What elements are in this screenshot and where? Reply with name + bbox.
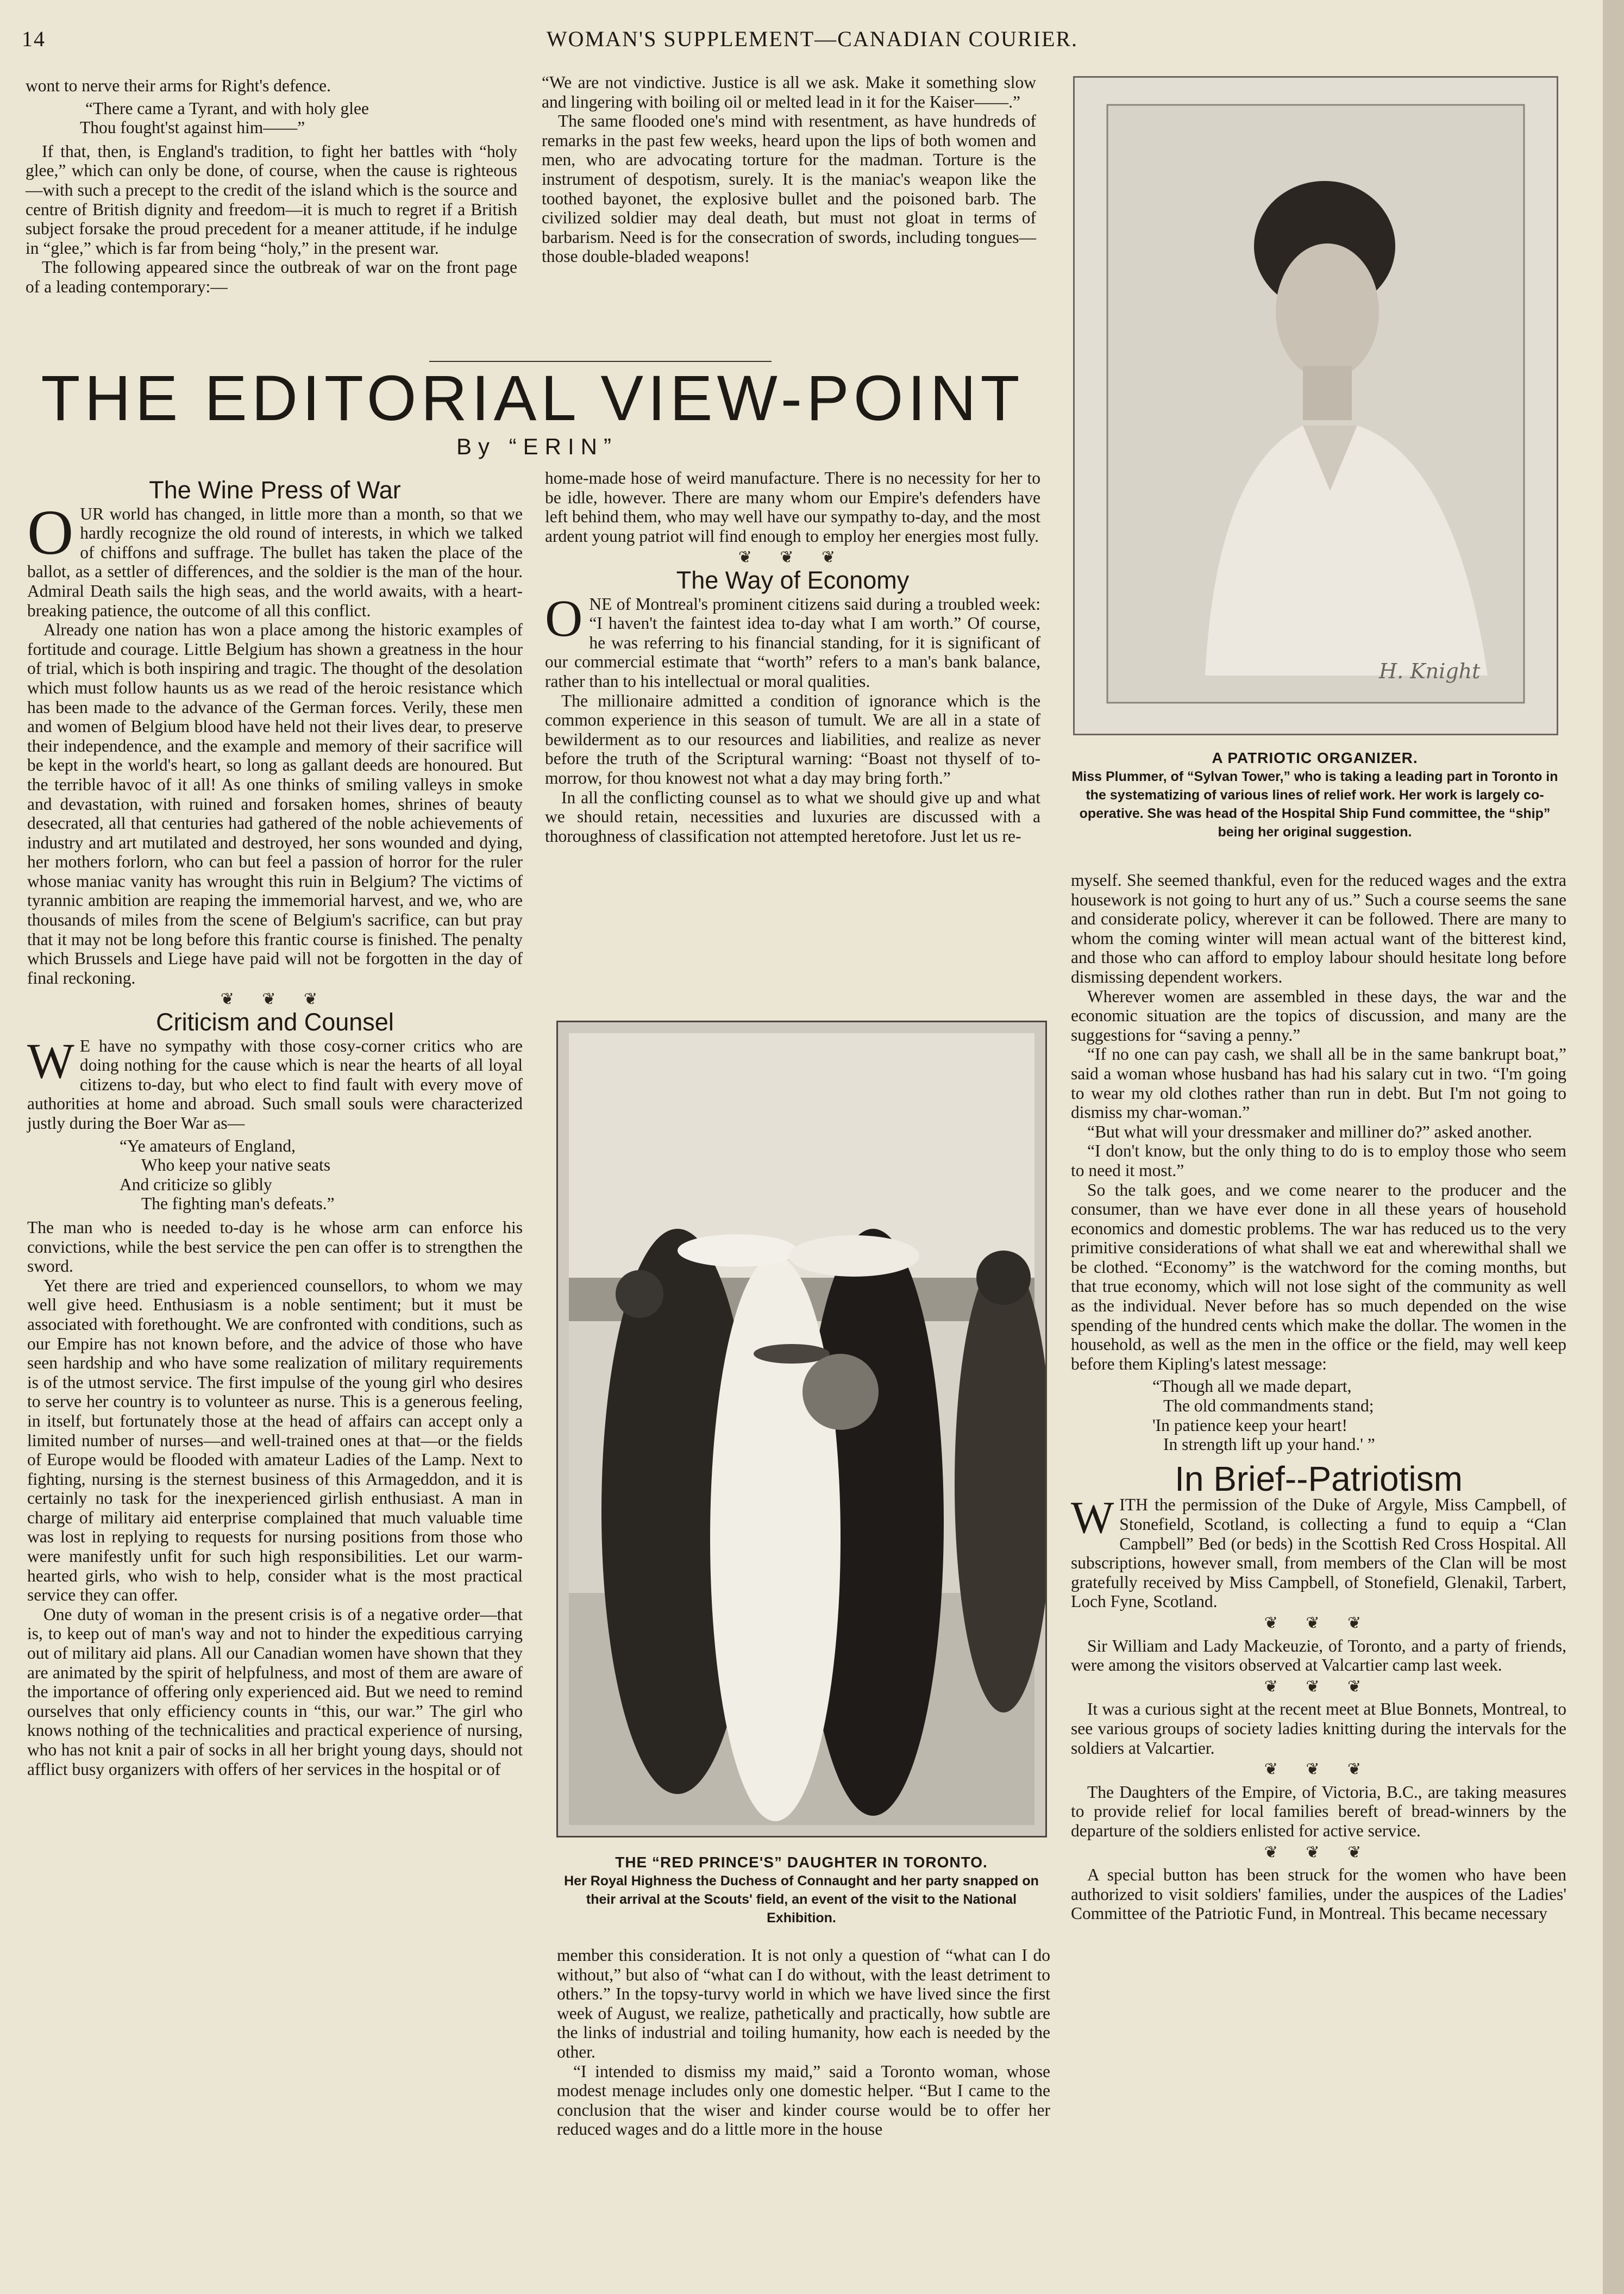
section-paragraph: A special button has been struck for the women who have been authorized to visit soldiers' families, under the auspices of the Ladies' Committee of the Patriotic Fund, in Montreal. This became necessary — [1071, 1865, 1566, 1923]
drop-cap: O — [545, 589, 583, 647]
section-paragraph: One duty of woman in the present crisis is of a negative order—that is, to keep out of man's way and not to hinder the expeditious carrying out of military aid plans. All our Canadian women have shown that they are animated by the spirit of helpfulness, and most of them are aware of the importance of offering only experienced aid. But we need to remind ourselves that only efficiency counts in “this, our war.” The girl who knows nothing of the technicalities and practical experience of nursing, who has not knit a pair of socks in all her bright young days, should not afflict busy organizers with offers of her services in the hospital or of — [27, 1604, 523, 1779]
section-paragraph: In all the conflicting counsel as to what we should give up and what we should retain, necessities and luxuries are discussed with a thoroughness of classification not attempted heretofore. Just let us re- — [545, 787, 1040, 846]
verse-line: “There came a Tyrant, and with holy glee — [85, 98, 369, 118]
section-ornament: ❦ ❦ ❦ — [1264, 1614, 1374, 1632]
section-paragraph — [27, 496, 523, 621]
verse-line: The fighting man's defeats.” — [141, 1194, 335, 1214]
section-paragraph: The man who is needed to-day is he whose arm can enforce his convictions, while the best service the pen can offer is to strengthen the sword. — [27, 1217, 523, 1276]
verse-line: Thou fought'st against him——” — [80, 118, 305, 137]
photo-signature: H. Knight — [1379, 659, 1481, 683]
section-heading: Criticism and Counsel — [156, 1008, 394, 1036]
top-middle-paragraph: “We are not vindictive. Justice is all we ask. Make it something slow and lingering with boiling oil or melted lead in it for the Kaiser——.” — [542, 73, 1036, 111]
drop-cap: W — [1071, 1492, 1114, 1543]
drop-cap: W — [27, 1033, 74, 1089]
section-ornament: ❦ ❦ ❦ — [738, 548, 848, 567]
verse-line: The old commandments stand; — [1163, 1396, 1374, 1416]
top-middle-column — [542, 73, 1036, 266]
section-paragraph: Yet there are tried and experienced counsellors, to whom we may well give heed. Enthusiasm is a noble sentiment; but it must be associated with forethought. We are confronted with conditions, such as our Empire has not known before, and the advice of those who have seen hardship and who have some realization of military requirements is of the utmost service. The first impulse of the young girl who desires to serve her country is to volunteer as nurse. This is a generous feeling, in itself, but fortunately those at the head of affairs can accept only a limited number of nurses—and well-trained ones at that—or the fields of Europe would be flooded with amateur Ladies of the Lamp. Next to fighting, nursing is the sternest business of this Armageddon, and it is certainly no task for the inexperienced girlish enthusiast. A man in charge of military aid enterprise complained that much valuable time was lost in replying to requests for nursing positions from those who were manifestly unfit for such high responsibilities. Let our warm-hearted girls, who wish to help, consider what is the most practical service they can offer. — [27, 1276, 523, 1605]
section-heading: In Brief--Patriotism — [1175, 1459, 1463, 1498]
section-ornament: ❦ ❦ ❦ — [1264, 1760, 1374, 1779]
top-middle-paragraph: The same flooded one's mind with resentment, as have hundreds of remarks in the past few weeks, heard upon the lips of both women and men, who are advocating torture for the madman. Torture is the instrument of despotism, surely. It is the maniac's weapon like the toothed bayonet, the explosive bullet and the poisoned barb. The civilized soldier may deal death, but must not gloat in terms of barbarism. Need is for the consecration of swords, including tongues—those double-bladed weapons! — [542, 111, 1036, 266]
top-left-verse — [80, 98, 517, 137]
column-3 — [1071, 871, 1566, 1923]
verse-line: In strength lift up your hand.' ” — [1163, 1435, 1375, 1454]
verse-line: Who keep your native seats — [141, 1155, 331, 1175]
section-paragraph: Wherever women are assembled in these days, the war and the economic situation are the topics of discussion, and many are the suggestions for “saving a penny.” — [1071, 986, 1566, 1045]
section-ornament: ❦ ❦ ❦ — [1264, 1677, 1374, 1696]
paragraph-text: UR world has changed, in little more than a month, so that we hardly recognize the old round of interests, in which we talked of chiffons and suffrage. The bullet has taken the place of the ballot, as a settler of differences, and the soldier is the man of the hour. Admiral Death sails the high seas, and the world awaits, with a heart-breaking patience, the outcome of all this conflict. — [27, 504, 523, 620]
verse-line: And criticize so glibly — [120, 1174, 272, 1194]
section-paragraph: member this consideration. It is not only a question of “what can I do without,” but also of “what can I do without, with the least detriment to others.” In the topsy-turvy world in which we have lived since the first week of August, we realize, pathetically and practically, how subtle are the links of industrial and toiling humanity, how each is needed by the other. — [557, 1946, 1050, 2061]
section-paragraph: It was a curious sight at the recent meet at Blue Bonnets, Montreal, to see various groups of society ladies knitting during the intervals for the soldiers at Valcartier. — [1071, 1699, 1566, 1758]
paragraph-text: NE of Montreal's prominent citizens said during a troubled week: “I haven't the faintest idea to-day what I am worth.” Of course, he was referring to his financial standing, for it is significant of our commercial estimate that “worth” refers to a man's bank balance, rather than to his intellectual or moral qualities. — [545, 594, 1040, 691]
verse-line: “Ye amateurs of England, — [120, 1136, 296, 1155]
column-2-upper — [545, 468, 1040, 846]
section-paragraph: So the talk goes, and we come nearer to the producer and the consumer, than we have ever done in all these years of household economics and domestic problems. The war has reduced us to the very primitive considerations of what shall we eat and wherewithal shall we be clothed. “Economy” is the watchword for the coming months, but that true economy, which will not lose sight of the community as well as the individual. Never before has so much depended on the wise spending of the hundred cents which make the dollar. The women in the household, as well as the men in the office or the field, may well keep before them Kipling's latest message: — [1071, 1180, 1566, 1373]
section-paragraph: “I don't know, but the only thing to do is to employ those who seem to need it most.” — [1071, 1141, 1566, 1180]
top-left-lead: wont to nerve their arms for Right's defence. — [26, 76, 331, 95]
caption-text: Miss Plummer, of “Sylvan Tower,” who is taking a leading part in Toronto in the systematizing of various lines of relief work. Her work is largely co-operative. She was head of the Hospital Ship Fund committee, the “ship” being her original suggestion. — [1071, 769, 1558, 840]
duchess-photo-image — [558, 1022, 1045, 1836]
plummer-photo-image — [1075, 78, 1557, 734]
paragraph-text: ITH the permission of the Duke of Argyle, Miss Campbell, of Stonefield, Scotland, is collecting a fund to equip a “Clan Campbell” Bed (or beds) in the Scottish Red Cross Hospital. All subscriptions, however small, from members of the Clan will be most gratefully received by Miss Campbell, of Stonefield, Glenakil, Tarbert, Loch Fyne, Scotland. — [1071, 1495, 1566, 1611]
section-paragraph: “If no one can pay cash, we shall all be in the same bankrupt boat,” said a woman whose husband has had his salary cut in two. “I'm going to wear my old clothes rather than run in debt. But I'm not going to dismiss my char-woman.” — [1071, 1045, 1566, 1122]
page-number: 14 — [22, 27, 46, 51]
column-1 — [27, 477, 523, 1779]
byline: By “ERIN” — [456, 434, 618, 459]
column-1-verse — [120, 1136, 523, 1214]
duchess-photo — [556, 1021, 1047, 1837]
section-paragraph: The Daughters of the Empire, of Victoria, B.C., are taking measures to provide relief for local families bereft of bread-winners by the departure of the soldiers enlisted for active service. — [1071, 1782, 1566, 1840]
section-paragraph — [27, 1033, 523, 1133]
section-heading: The Way of Economy — [676, 566, 910, 594]
column-2-lower — [557, 1946, 1050, 2139]
plummer-photo — [1073, 76, 1558, 735]
column-3-verse — [1152, 1377, 1566, 1454]
top-left-paragraph: If that, then, is England's tradition, to fight her battles with “holy glee,” which can only be done, of course, when the cause is righteous—with such a precept to the credit of the island which is the source and centre of British dignity and freedom—it is much to regret if a British subject forsake the proud precedent for a meaner attitude, if he indulge in “glee,” which is far from being “holy,” in the present war. — [26, 141, 517, 258]
section-paragraph — [1071, 1492, 1566, 1611]
caption-text: Her Royal Highness the Duchess of Connaught and her party snapped on their arrival at the Scouts' field, an event of the visit to the National Exhibition. — [564, 1873, 1039, 1926]
section-paragraph: home-made hose of weird manufacture. There is no necessity for her to be idle, however. There are many whom our Empire's defenders have left behind them, who may well have our sympathy to-day, and the most ardent young patriot will find enough to employ her energies most fully. — [545, 468, 1040, 546]
masthead-title: THE EDITORIAL VIEW-POINT — [41, 362, 1024, 434]
caption-title: THE “RED PRINCE'S” DAUGHTER IN TORONTO. — [615, 1854, 988, 1871]
running-head: WOMAN'S SUPPLEMENT—CANADIAN COURIER. — [546, 27, 1079, 51]
top-left-column — [26, 76, 517, 297]
drop-cap: O — [27, 496, 74, 568]
section-paragraph: Sir William and Lady Mackeuzie, of Toronto, and a party of friends, were among the visitors observed at Valcartier camp last week. — [1071, 1636, 1566, 1675]
caption-title: A PATRIOTIC ORGANIZER. — [1212, 749, 1418, 766]
section-ornament: ❦ ❦ ❦ — [1264, 1843, 1374, 1861]
section-ornament: ❦ ❦ ❦ — [220, 990, 330, 1009]
section-paragraph: “But what will your dressmaker and milliner do?” asked another. — [1087, 1122, 1532, 1141]
section-paragraph: Already one nation has won a place among the historic examples of fortitude and courage. Little Belgium has shown a greatness in the hour of trial, which is both inspiring and tragic. The thought of the desolation which must follow haunts us as we read of the heroic resistance which has been made to the advance of the German forces. Verily, these men and women of Belgium blood have held not their lives dear, to preserve their independence, and the example and memory of their sacrifice will be kept in the world's heart, so long as gallant deeds are honoured. But the terrible havoc of it all! As one thinks of smiling valleys in smoke and devastation, with ruined and forsaken homes, shrines of beauty desecrated, all that centuries had gathered of the noble achievements of industry and art mutilated and destroyed, her sons wounded and dying, her mothers forlorn, who can but feel a passion of horror for the ruler whose maniac vanity has wrought this ruin in Belgium? The victims of tyrannic ambition are reaping the immemorial harvest, and we, who are thousands of miles from the scene of Belgium's sacrifice, can but pray that it may not be long before this frantic course is finished. The penalty which Brussels and Liege have paid will not be forgotten in the day of final reckoning. — [27, 620, 523, 987]
duchess-photo-caption — [557, 1853, 1046, 1927]
section-heading: The Wine Press of War — [149, 476, 401, 504]
verse-line: “Though all we made depart, — [1152, 1377, 1352, 1396]
section-paragraph: “I intended to dismiss my maid,” said a Toronto woman, whose modest menage includes only one domestic helper. “But I came to the conclusion that the wiser and kinder course would be to offer her reduced wages and do a little more in the house — [557, 2061, 1050, 2139]
top-left-paragraph: The following appeared since the outbreak of war on the front page of a leading contemporary:— — [26, 258, 517, 296]
section-paragraph — [545, 589, 1040, 691]
plummer-photo-caption — [1068, 749, 1562, 841]
paragraph-text: E have no sympathy with those cosy-corner critics who are doing nothing for the cause which is near the hearts of all loyal citizens to-day, but who elect to find fault with every move of authorities at home and abroad. Such small souls were characterized justly during the Boer War as— — [27, 1036, 523, 1133]
page-right-edge — [1603, 0, 1624, 2294]
section-paragraph: The millionaire admitted a condition of ignorance which is the common experience in this season of tumult. We are all in a state of bewilderment as to our resources and liabilities, and realize as never before the truth of the Scriptural warning: “Boast not thyself of to-morrow, for thou knowest not what a day may bring forth.” — [545, 691, 1040, 787]
verse-line: 'In patience keep your heart! — [1152, 1415, 1347, 1435]
section-paragraph: myself. She seemed thankful, even for the reduced wages and the extra housework is not going to hurt any of us.” Such a course seems the sane and considerate policy, wherever it can be followed. There are many to whom the coming winter will mean actual want of the bitterest kind, and those who can afford to employ labour should hesitate long before dismissing dependent workers. — [1071, 871, 1566, 986]
